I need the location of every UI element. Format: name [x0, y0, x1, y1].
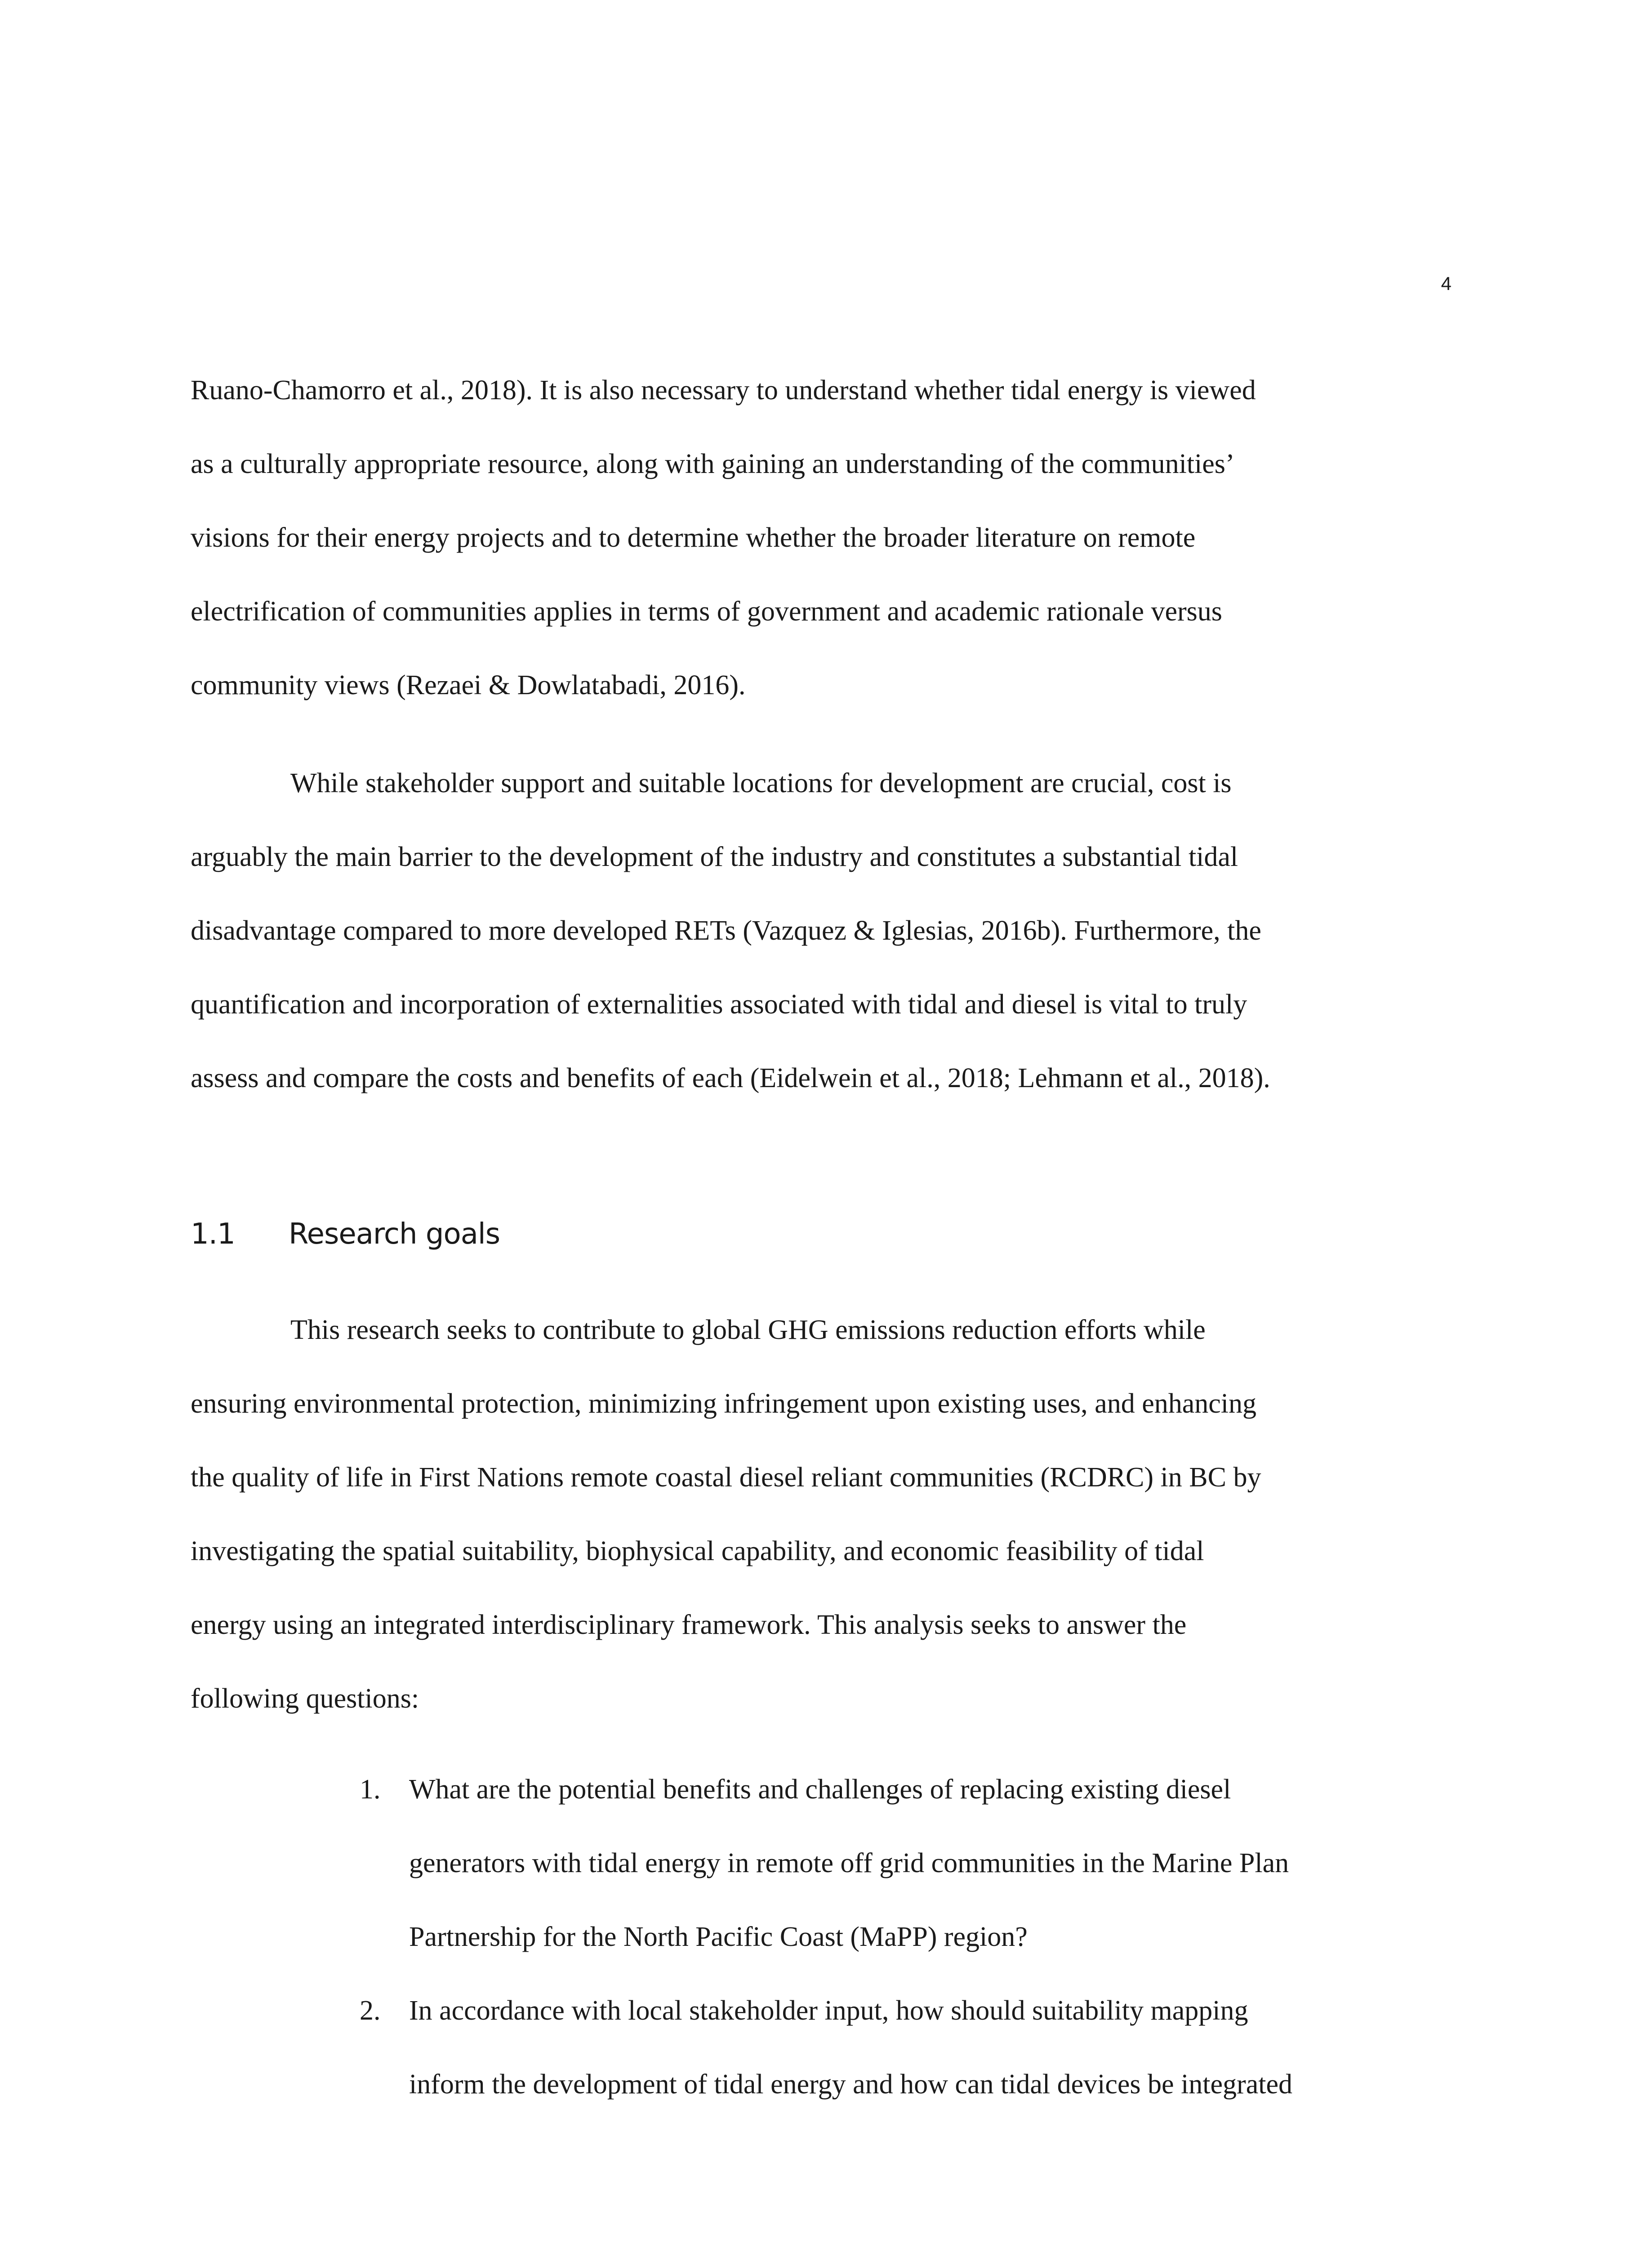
page-number: 4	[1441, 273, 1452, 294]
list-line: Partnership for the North Pacific Coast (MaPP) region?	[409, 1922, 1028, 1952]
paragraph-line: assess and compare the costs and benefits of each (Eidelwein et al., 2018; Lehmann et al., 2018).	[191, 1063, 1270, 1093]
list-marker: 1.	[360, 1774, 381, 1805]
paragraph-continuation	[191, 353, 1454, 722]
paragraph-line: investigating the spatial suitability, biophysical capability, and economic feasibility of tidal	[191, 1536, 1204, 1566]
paragraph-cost-barrier	[191, 746, 1454, 1115]
paragraph-1	[191, 353, 1454, 722]
paragraph-3	[191, 1293, 1454, 1735]
paragraph-line: community views (Rezaei & Dowlatabadi, 2016).	[191, 670, 746, 700]
list-item-text	[409, 1974, 1456, 2121]
list-line: generators with tidal energy in remote off grid communities in the Marine Plan	[409, 1848, 1289, 1878]
paragraph-line: arguably the main barrier to the development of the industry and constitutes a substantial tidal	[191, 842, 1238, 872]
paragraph-line: energy using an integrated interdisciplinary framework. This analysis seeks to answer the	[191, 1610, 1187, 1640]
paragraph-line: While stakeholder support and suitable locations for development are crucial, cost is	[290, 768, 1232, 798]
list-item	[360, 1753, 1456, 1974]
section-heading	[191, 1214, 500, 1254]
paragraph-line: electrification of communities applies in terms of government and academic rationale versus	[191, 596, 1222, 627]
paragraph-2	[191, 746, 1454, 1115]
list-line: What are the potential benefits and challenges of replacing existing diesel	[409, 1774, 1231, 1805]
paragraph-line: as a culturally appropriate resource, along with gaining an understanding of the communities’	[191, 449, 1235, 479]
paragraph-line: disadvantage compared to more developed RETs (Vazquez & Iglesias, 2016b). Furthermore, the	[191, 915, 1261, 946]
list-line: inform the development of tidal energy and how can tidal devices be integrated	[409, 2069, 1292, 2100]
paragraph-line: ensuring environmental protection, minimizing infringement upon existing uses, and enhancing	[191, 1388, 1256, 1419]
paragraph-line: This research seeks to contribute to global GHG emissions reduction efforts while	[290, 1315, 1206, 1345]
list-marker: 2.	[360, 1995, 381, 2026]
section-title: Research goals	[289, 1218, 500, 1251]
paragraph-line: Ruano-Chamorro et al., 2018). It is also necessary to understand whether tidal energy is viewed	[191, 375, 1256, 406]
paragraph-line: quantification and incorporation of externalities associated with tidal and diesel is vital to truly	[191, 989, 1247, 1020]
list-line: In accordance with local stakeholder input, how should suitability mapping	[409, 1995, 1248, 2026]
paragraph-line: following questions:	[191, 1683, 419, 1714]
section-number: 1.1	[191, 1218, 235, 1251]
list-item-text	[409, 1753, 1456, 1974]
paragraph-research-goals	[191, 1293, 1454, 1735]
paragraph-line: visions for their energy projects and to determine whether the broader literature on remote	[191, 522, 1196, 553]
list-item	[360, 1974, 1456, 2121]
research-questions-list	[360, 1753, 1456, 2121]
paragraph-line: the quality of life in First Nations remote coastal diesel reliant communities (RCDRC) in BC by	[191, 1462, 1261, 1493]
